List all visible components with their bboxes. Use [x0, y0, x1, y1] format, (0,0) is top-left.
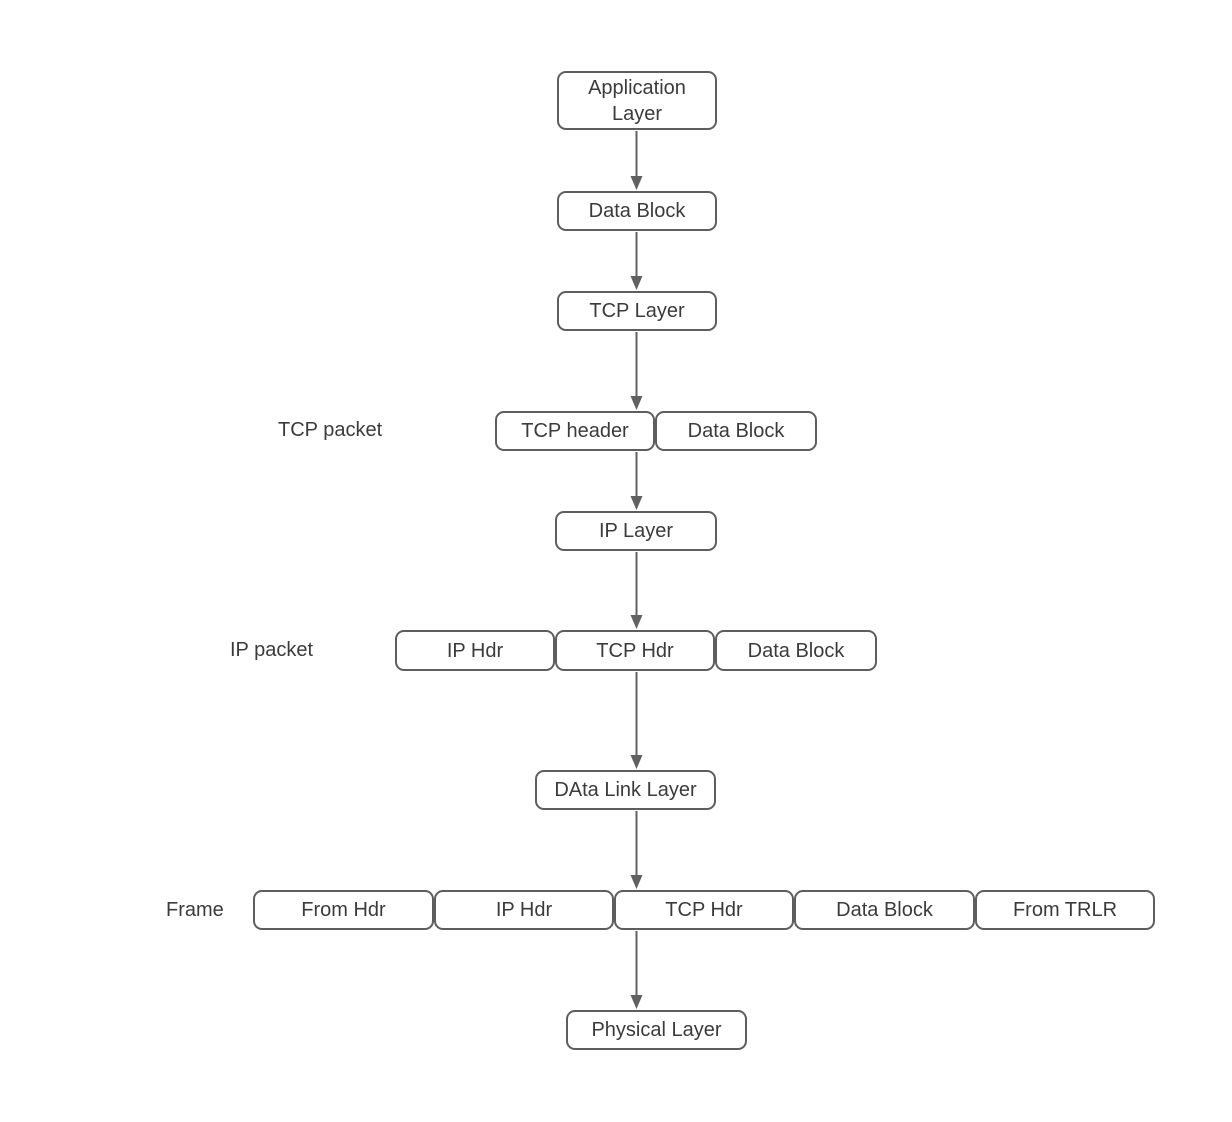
- node-data-link-layer: DAta Link Layer: [535, 770, 716, 810]
- node-tcp-hdr: TCP Hdr: [555, 630, 715, 671]
- node-ip-layer: IP Layer: [555, 511, 717, 551]
- node-frame-tcp-hdr: TCP Hdr: [614, 890, 794, 930]
- node-frame-data-block: Data Block: [794, 890, 975, 930]
- label-frame: Frame: [166, 899, 224, 921]
- node-frame-from-trlr: From TRLR: [975, 890, 1155, 930]
- node-data-block-top: Data Block: [557, 191, 717, 231]
- node-frame-ip-hdr: IP Hdr: [434, 890, 614, 930]
- node-ip-data-block: Data Block: [715, 630, 877, 671]
- node-tcp-data-block: Data Block: [655, 411, 817, 451]
- label-tcp-packet: TCP packet: [278, 419, 383, 441]
- node-ip-hdr: IP Hdr: [395, 630, 555, 671]
- node-tcp-header: TCP header: [495, 411, 655, 451]
- node-tcp-layer: TCP Layer: [557, 291, 717, 331]
- node-physical-layer: Physical Layer: [566, 1010, 747, 1050]
- label-ip-packet: IP packet: [230, 639, 314, 661]
- node-frame-from-hdr: From Hdr: [253, 890, 434, 930]
- node-application-layer: Application Layer: [557, 71, 717, 130]
